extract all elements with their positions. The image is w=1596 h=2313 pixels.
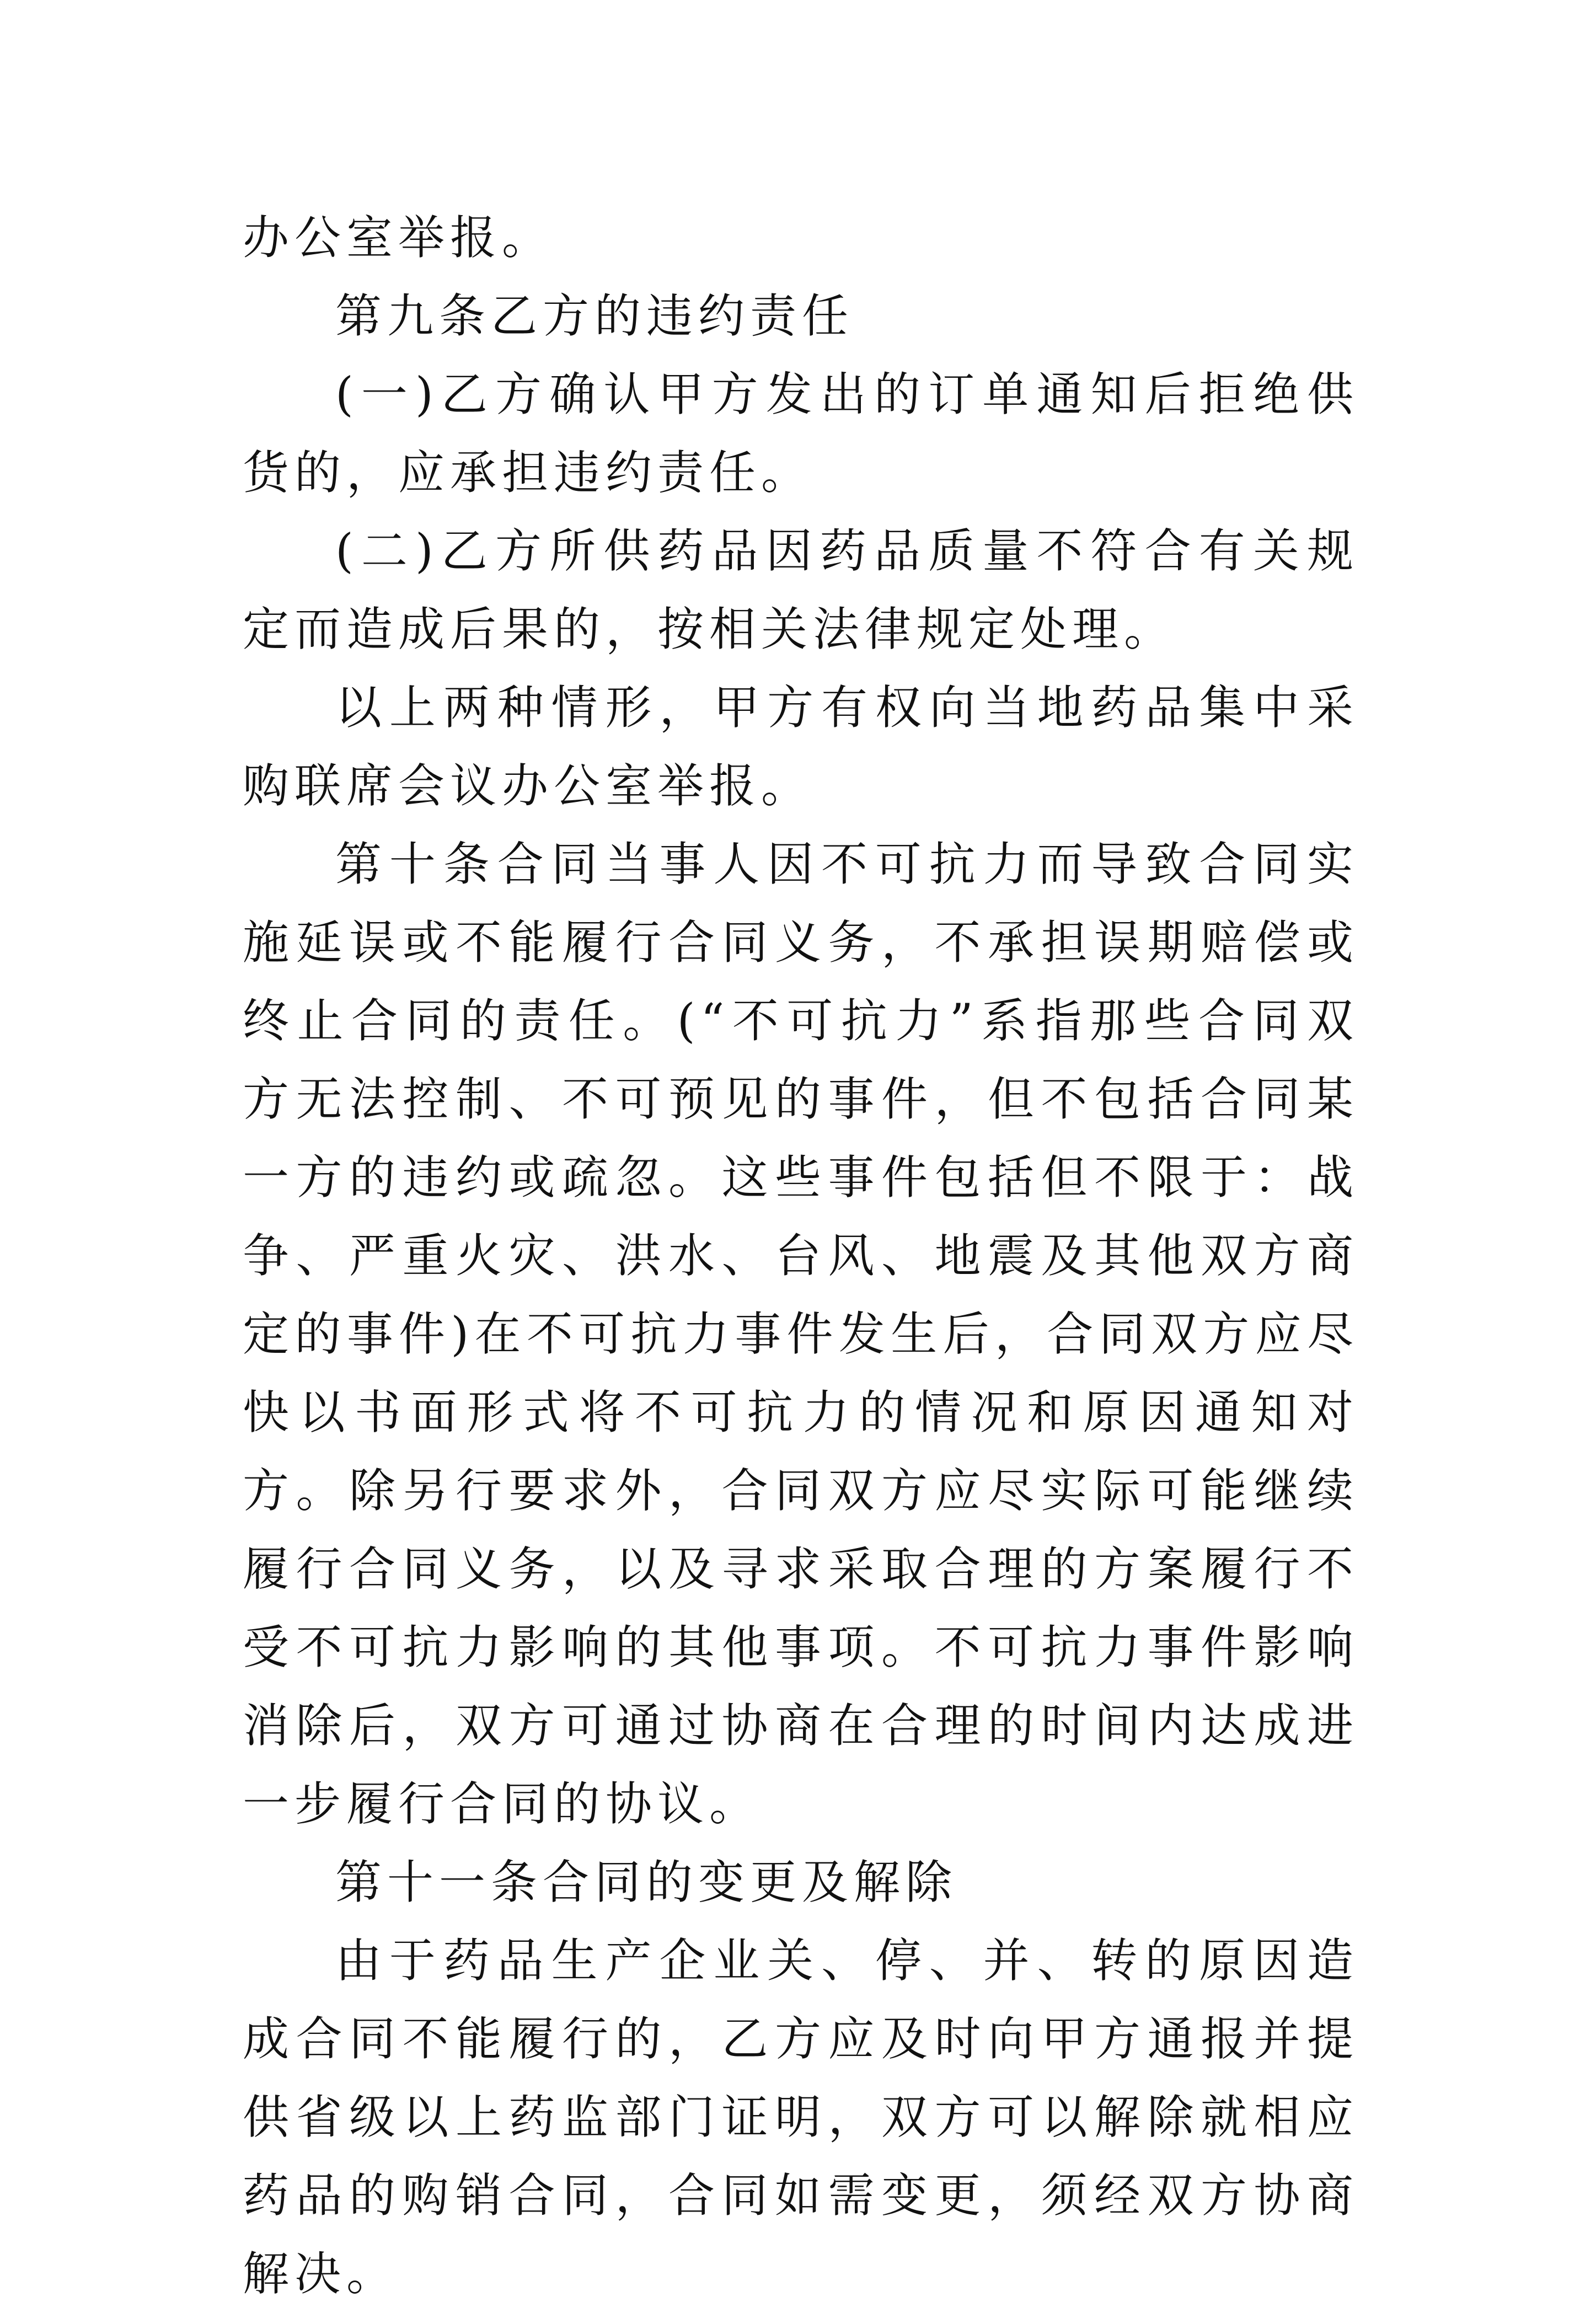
article-9-heading: 第九条乙方的违约责任 bbox=[335, 289, 854, 343]
article-9-clause-1: (一)乙方确认甲方发出的订单通知后拒绝供货的，应承担违约责任。 bbox=[243, 367, 1359, 500]
article-11-body: 由于药品生产企业关、停、并、转的原因造成合同不能履行的，乙方应及时向甲方通报并提供省级以上药监部门证明，双方可以解除就相应药品的购销合同，合同如需变更，须经双方协商解决。 bbox=[243, 1934, 1359, 2301]
paragraph-continuation: 办公室举报。 bbox=[243, 211, 554, 265]
document-body bbox=[243, 199, 1359, 2313]
article-9-report-note: 以上两种情形，甲方有权向当地药品集中采购联席会议办公室举报。 bbox=[243, 681, 1359, 813]
article-9-clause-2: (二)乙方所供药品因药品质量不符合有关规定而造成后果的，按相关法律规定处理。 bbox=[243, 524, 1359, 656]
article-11-heading: 第十一条合同的变更及解除 bbox=[335, 1855, 958, 1909]
article-10-force-majeure: 第十条合同当事人因不可抗力而导致合同实施延误或不能履行合同义务，不承担误期赔偿或终止合同的责任。(“不可抗力”系指那些合同双方无法控制、不可预见的事件，但不包括合同某一方的违约或疏忽。这些事件包括但不限于：战争、严重火灾、洪水、台风、地震及其他双方商定的事件)在不可抗力事件发生后，合同双方应尽快以书面形式将不可抗力的情况和原因通知对方。除另行要求外，合同双方应尽实际可能继续履行合同义务，以及寻求采取合理的方案履行不受不可抗力影响的其他事项。不可抗力事件影响消除后，双方可通过协商在合理的时间内达成进一步履行合同的协议。 bbox=[243, 837, 1359, 1831]
